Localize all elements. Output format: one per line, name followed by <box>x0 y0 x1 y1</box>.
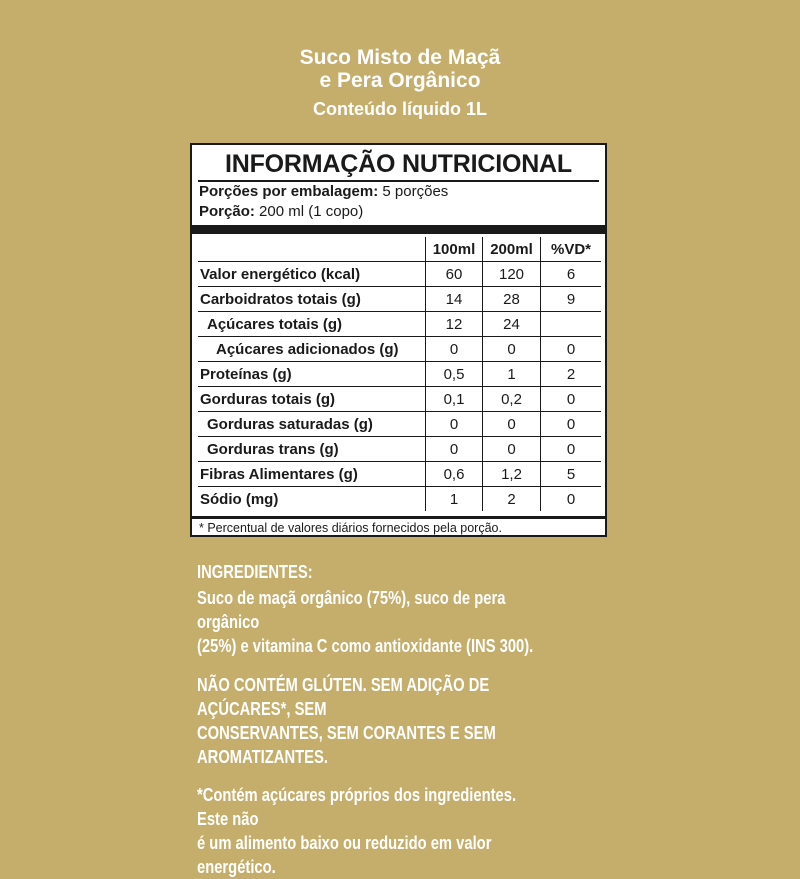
nutrient-name: Valor energético (kcal) <box>198 262 426 287</box>
value-200ml: 28 <box>483 287 541 312</box>
table-row <box>198 337 601 362</box>
nutrient-name: Fibras Alimentares (g) <box>198 462 426 487</box>
ingredients-line1: Suco de maçã orgânico (75%), suco de pera orgânico <box>197 588 506 632</box>
value-200ml: 1 <box>483 362 541 387</box>
value-100ml: 60 <box>426 262 483 287</box>
nutrition-facts-label <box>190 143 607 537</box>
value-200ml: 0 <box>483 437 541 462</box>
portion-size <box>192 202 605 222</box>
sugar-note-line1: *Contém açúcares próprios dos ingredientes. Este não <box>197 785 517 829</box>
value-vd: 2 <box>541 362 602 387</box>
nutrient-name: Gorduras trans (g) <box>198 437 426 462</box>
nutrient-name: Gorduras totais (g) <box>198 387 426 412</box>
nutrition-table <box>198 237 601 511</box>
table-row <box>198 462 601 487</box>
value-100ml: 0,5 <box>426 362 483 387</box>
value-200ml: 0 <box>483 337 541 362</box>
claims-line1: NÃO CONTÉM GLÚTEN. SEM ADIÇÃO DE AÇÚCARES*, SEM <box>197 675 490 719</box>
nutrient-name: Gorduras saturadas (g) <box>198 412 426 437</box>
value-100ml: 0 <box>426 412 483 437</box>
value-vd <box>541 312 602 337</box>
servings-label: Porções por embalagem: <box>199 183 379 200</box>
claims-block <box>197 673 617 769</box>
header-100ml: 100ml <box>426 237 483 262</box>
value-100ml: 0,6 <box>426 462 483 487</box>
nutrient-name: Açúcares totais (g) <box>198 312 426 337</box>
ingredients-section <box>197 560 617 879</box>
table-row <box>198 312 601 337</box>
value-vd: 0 <box>541 487 602 512</box>
table-row <box>198 412 601 437</box>
bottom-divider <box>192 516 605 519</box>
value-vd: 5 <box>541 462 602 487</box>
product-name-line1: Suco Misto de Maçã <box>299 46 501 69</box>
table-header-row <box>198 237 601 262</box>
value-200ml: 0 <box>483 412 541 437</box>
servings-value: 5 porções <box>382 183 449 200</box>
header-200ml: 200ml <box>483 237 541 262</box>
vd-footnote: * Percentual de valores diários fornecidos pela porção. <box>199 521 502 535</box>
sugar-note-line2: é um alimento baixo ou reduzido em valor energético. <box>197 833 492 877</box>
claims-line2: CONSERVANTES, SEM CORANTES E SEM AROMATIZANTES. <box>197 723 496 767</box>
value-200ml: 1,2 <box>483 462 541 487</box>
nutrient-name: Açúcares adicionados (g) <box>198 337 426 362</box>
header-vd: %VD* <box>541 237 602 262</box>
nutrition-title: INFORMAÇÃO NUTRICIONAL <box>225 150 572 178</box>
sugar-note-block <box>197 783 617 879</box>
value-vd: 0 <box>541 412 602 437</box>
value-200ml: 24 <box>483 312 541 337</box>
value-200ml: 120 <box>483 262 541 287</box>
value-vd: 9 <box>541 287 602 312</box>
nutrient-name: Sódio (mg) <box>200 490 279 508</box>
portion-label: Porção: <box>199 203 255 220</box>
portion-value: 200 ml (1 copo) <box>259 203 364 220</box>
net-content: Conteúdo líquido 1L <box>313 99 487 119</box>
table-row <box>198 362 601 387</box>
value-100ml: 0 <box>426 337 483 362</box>
table-row <box>198 487 601 512</box>
value-100ml: 1 <box>426 487 483 512</box>
table-row <box>198 437 601 462</box>
value-vd: 6 <box>541 262 602 287</box>
value-100ml: 0,1 <box>426 387 483 412</box>
thick-divider <box>192 225 605 234</box>
value-100ml: 14 <box>426 287 483 312</box>
servings-per-package <box>192 182 605 202</box>
header-blank <box>198 237 426 262</box>
value-vd: 0 <box>541 437 602 462</box>
product-header <box>0 46 800 122</box>
ingredients-heading: INGREDIENTES: <box>197 562 313 582</box>
value-200ml: 2 <box>483 487 541 512</box>
table-row <box>198 287 601 312</box>
value-vd: 0 <box>541 337 602 362</box>
table-row <box>198 262 601 287</box>
nutrient-name: Carboidratos totais (g) <box>198 287 426 312</box>
value-200ml: 0,2 <box>483 387 541 412</box>
value-100ml: 0 <box>426 437 483 462</box>
table-row <box>198 387 601 412</box>
value-100ml: 12 <box>426 312 483 337</box>
nutrient-name: Proteínas (g) <box>198 362 426 387</box>
product-name-line2: e Pera Orgânico <box>319 69 481 92</box>
value-vd: 0 <box>541 387 602 412</box>
ingredients-line2: (25%) e vitamina C como antioxidante (INS 300). <box>197 636 534 656</box>
